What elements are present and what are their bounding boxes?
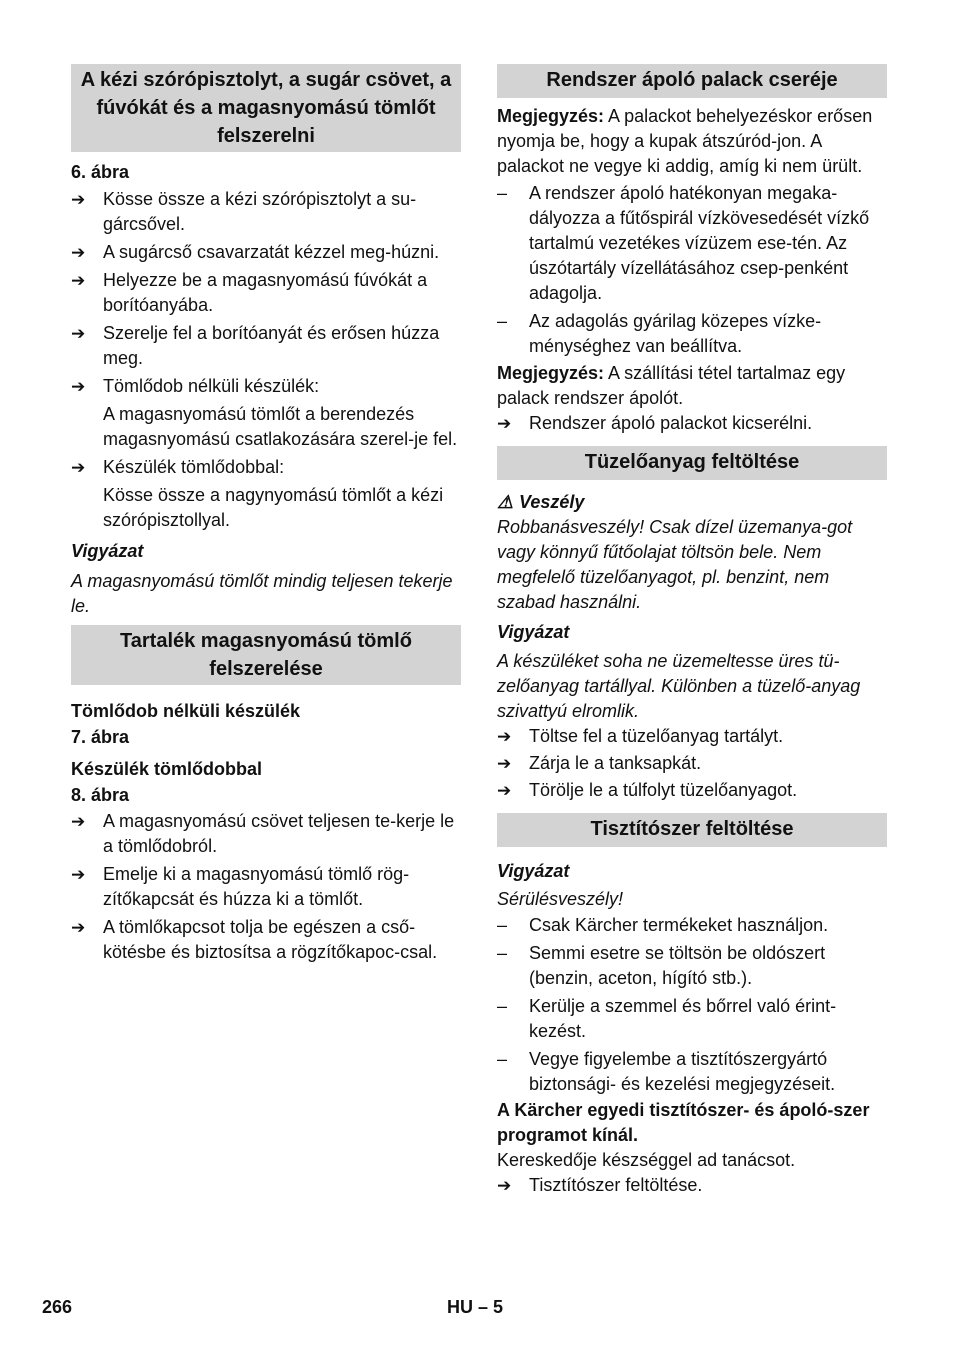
subheading: Készülék tömlődobbal — [71, 759, 263, 779]
offer-paragraph: A Kärcher egyedi tisztítószer- és ápoló-szer programot kínál. — [497, 1100, 870, 1145]
figure-ref: 7. ábra — [71, 727, 130, 747]
section-heading: Tartalék magasnyomású tömlő felszerelése — [71, 625, 461, 685]
dealer-text: Kereskedője készséggel ad tanácsot. — [497, 1150, 796, 1170]
step-text: Helyezze be a magasnyomású fúvókát a borítóanyába. — [103, 270, 428, 315]
right-column — [497, 64, 887, 1198]
dash-text: Kerülje a szemmel és bőrrel való érint-kezést. — [529, 996, 837, 1041]
arrow-icon: ➔ — [71, 190, 86, 209]
instruction-step — [71, 374, 461, 399]
note-label: Megjegyzés: — [497, 363, 605, 383]
dash-item — [497, 941, 887, 991]
section-code: HU – 5 — [447, 1297, 504, 1317]
instruction-step — [71, 321, 461, 371]
instruction-step — [71, 455, 461, 480]
warning-icon: ⚠ — [497, 492, 514, 512]
danger-text: Robbanásveszély! Csak dízel üzemanya-got vagy könnyű fűtőolajat töltsön bele. Nem megfelelő tüzelőanyagot, pl. benzint, nem szabad használni. — [497, 517, 853, 612]
note-text: A szállítási tétel tartalmaz egy palack rendszer ápolót. — [497, 363, 846, 408]
note — [497, 104, 887, 179]
step-text: Szerelje fel a borítóanyát és erősen húzza meg. — [103, 323, 440, 368]
note-label: Megjegyzés: — [497, 106, 605, 126]
note-text: A palackot behelyezéskor erősen nyomja be, hogy a kupak átszúród-jon. A palackot ne vegye ki addig, amíg ki nem ürült. — [497, 106, 873, 176]
figure-ref: 8. ábra — [71, 785, 130, 805]
dash-text: Csak Kärcher termékeket használjon. — [529, 915, 829, 935]
caution-label: Vigyázat — [497, 861, 570, 881]
dash-item — [497, 1047, 887, 1097]
arrow-icon: ➔ — [71, 377, 86, 396]
section-heading: Tüzelőanyag feltöltése — [497, 446, 887, 480]
left-column — [71, 64, 461, 965]
instruction-step — [71, 187, 461, 237]
danger-label: ⚠ Veszély — [497, 490, 887, 515]
instruction-step — [497, 1173, 887, 1198]
dash-icon: – — [497, 996, 508, 1016]
dash-icon: – — [497, 183, 508, 203]
step-text: Kösse össze a kézi szórópisztolyt a su-gárcsővel. — [103, 189, 417, 234]
step-text: Tisztítószer feltöltése. — [529, 1175, 703, 1195]
instruction-step — [71, 240, 461, 265]
figure-ref: 6. ábra — [71, 162, 130, 182]
caution-label: Vigyázat — [71, 541, 144, 561]
step-text: A magasnyomású csövet teljesen te-kerje le a tömlődobról. — [103, 811, 455, 856]
arrow-icon: ➔ — [71, 458, 86, 477]
arrow-icon: ➔ — [497, 1176, 512, 1195]
instruction-step — [497, 751, 887, 776]
arrow-icon: ➔ — [71, 812, 86, 831]
arrow-icon: ➔ — [71, 271, 86, 290]
step-detail: A magasnyomású tömlőt a berendezés magasnyomású csatlakozására szerel-je fel. — [103, 404, 458, 449]
step-text: A tömlőkapcsot tolja be egészen a cső-kötésbe és biztosítsa a rögzítőkapoc-csal. — [103, 917, 438, 962]
dash-text: A rendszer ápoló hatékonyan megaka-dályozza a fűtőspirál vízkövesedését vízkő tartalmú vezetékes vízüzem ese-tén. Az úszótartály vízellátásához csep-penként adagolja. — [529, 183, 870, 303]
note — [497, 361, 887, 411]
arrow-icon: ➔ — [71, 918, 86, 937]
step-text: A sugárcső csavarzatát kézzel meg-húzni. — [103, 242, 440, 262]
instruction-step — [497, 778, 887, 803]
instruction-step — [71, 862, 461, 912]
arrow-icon: ➔ — [497, 781, 512, 800]
instruction-step — [71, 268, 461, 318]
dash-text: Semmi esetre se töltsön be oldószert (benzin, aceton, hígító stb.). — [529, 943, 826, 988]
dash-icon: – — [497, 1049, 508, 1069]
caution-text: Sérülésveszély! — [497, 889, 624, 909]
arrow-icon: ➔ — [71, 243, 86, 262]
dash-item — [497, 181, 887, 306]
dash-item — [497, 994, 887, 1044]
dash-text: Vegye figyelembe a tisztítószergyártó biztonsági- és kezelési megjegyzéseit. — [529, 1049, 836, 1094]
arrow-icon: ➔ — [497, 414, 512, 433]
subheading: Tömlődob nélküli készülék — [71, 701, 301, 721]
step-text: Töltse fel a tüzelőanyag tartályt. — [529, 726, 784, 746]
step-text: Törölje le a túlfolyt tüzelőanyagot. — [529, 780, 798, 800]
dash-text: Az adagolás gyárilag közepes vízke-ménységhez van beállítva. — [529, 311, 822, 356]
caution-label: Vigyázat — [497, 622, 570, 642]
dash-icon: – — [497, 943, 508, 963]
arrow-icon: ➔ — [497, 754, 512, 773]
dash-item — [497, 913, 887, 938]
section-heading: Rendszer ápoló palack cseréje — [497, 64, 887, 98]
section-heading: Tisztítószer feltöltése — [497, 813, 887, 847]
dash-icon: – — [497, 915, 508, 935]
caution-text: A készüléket soha ne üzemeltesse üres tü-zelőanyag tartállyal. Különben a tüzelő-anyag szivattyú elromlik. — [497, 651, 861, 721]
arrow-icon: ➔ — [71, 324, 86, 343]
step-text: Tömlődob nélküli készülék: — [103, 376, 320, 396]
step-detail: Kösse össze a nagynyomású tömlőt a kézi szórópisztollyal. — [103, 485, 444, 530]
instruction-step — [71, 915, 461, 965]
instruction-step — [497, 724, 887, 749]
step-text: Zárja le a tanksapkát. — [529, 753, 702, 773]
step-text: Emelje ki a magasnyomású tömlő rög-zítőkapcsát és húzza ki a tömlőt. — [103, 864, 410, 909]
section-heading: A kézi szórópisztolyt, a sugár csövet, a fúvókát és a magasnyomású tömlőt felszerelni — [71, 64, 461, 152]
instruction-step — [497, 411, 887, 436]
caution-text: A magasnyomású tömlőt mindig teljesen tekerje le. — [71, 571, 453, 616]
arrow-icon: ➔ — [71, 865, 86, 884]
dash-item — [497, 309, 887, 359]
step-text: Rendszer ápoló palackot kicserélni. — [529, 413, 813, 433]
dash-icon: – — [497, 311, 508, 331]
page-number: 266 — [42, 1297, 73, 1317]
step-text: Készülék tömlődobbal: — [103, 457, 285, 477]
arrow-icon: ➔ — [497, 727, 512, 746]
instruction-step — [71, 809, 461, 859]
